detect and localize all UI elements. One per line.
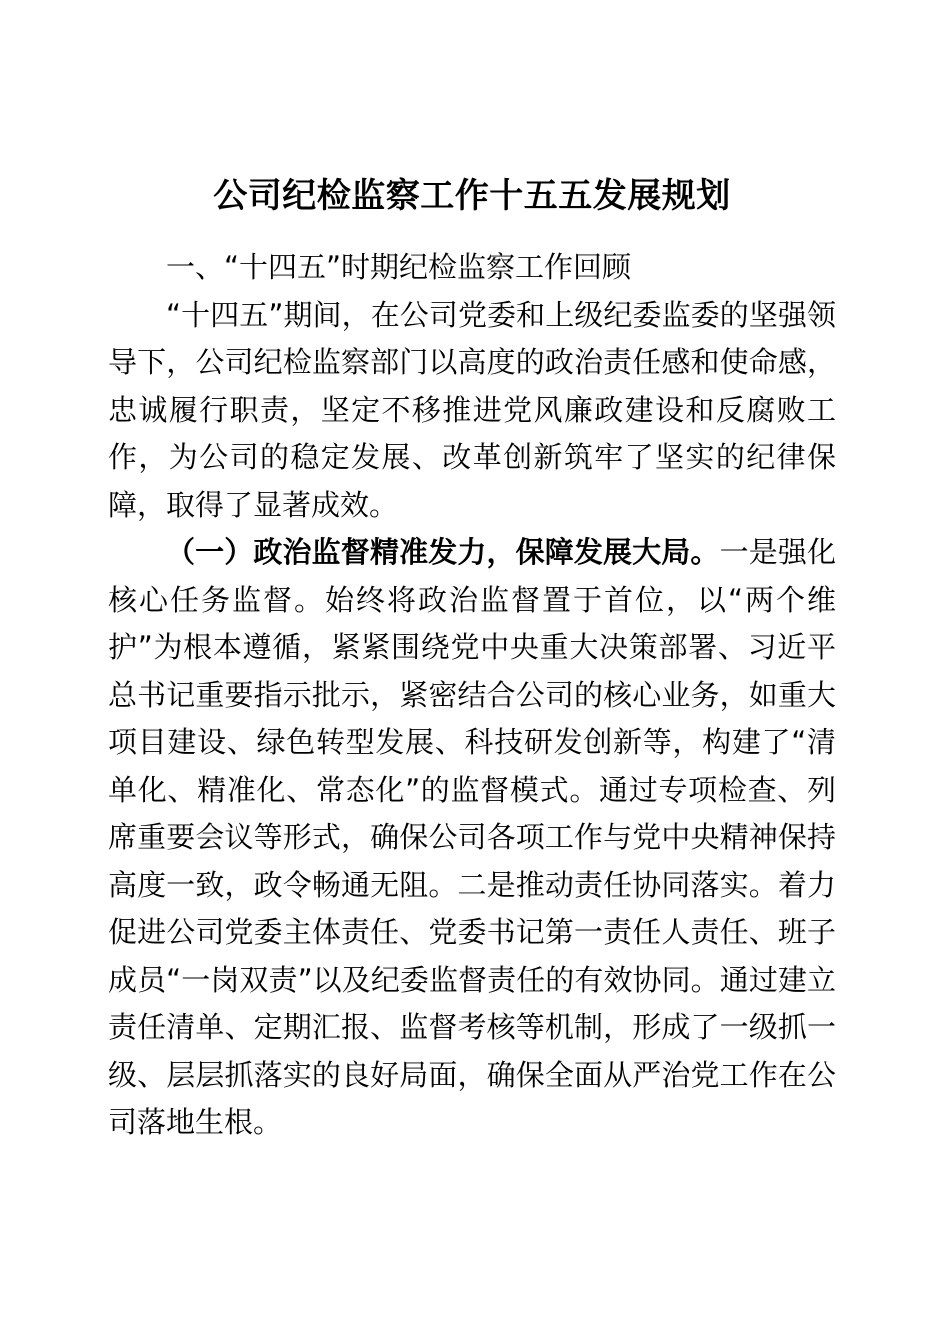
document-body bbox=[108, 0, 836, 1147]
paragraph-section-1-intro: “十四五”期间，在公司党委和上级纪委监委的坚强领导下，公司纪检监察部门以高度的政治责任感和使命感，忠诚履行职责，坚定不移推进党风廉政建设和反腐败工作，为公司的稳定发展、改革创新筑牢了坚实的纪律保障，取得了显著成效。 bbox=[108, 297, 836, 522]
section-heading-1: 一、“十四五”时期纪检监察工作回顾 bbox=[166, 250, 632, 284]
subsection-1-1-lead: （一）政治监督精准发力，保障发展大局。 bbox=[166, 535, 720, 569]
subsection-1-1-body: 一是强化核心任务监督。始终将政治监督置于首位，以“两个维护”为根本遵循，紧紧围绕党中央重大决策部署、习近平总书记重要指示批示，紧密结合公司的核心业务，如重大项目建设、绿色转型发展、科技研发创新等，构建了“清单化、精准化、常态化”的监督模式。通过专项检查、列席重要会议等形式，确保公司各项工作与党中央精神保持高度一致，政令畅通无阻。二是推动责任协同落实。着力促进公司党委主体责任、党委书记第一责任人责任、班子成员“一岗双责”以及纪委监督责任的有效协同。通过建立责任清单、定期汇报、监督考核等机制，形成了一级抓一级、层层抓落实的良好局面，确保全面从严治党工作在公司落地生根。 bbox=[108, 535, 836, 1139]
paragraph-subsection-1-1 bbox=[108, 529, 836, 1147]
page-title: 公司纪检监察工作十五五发展规划 bbox=[213, 176, 731, 216]
